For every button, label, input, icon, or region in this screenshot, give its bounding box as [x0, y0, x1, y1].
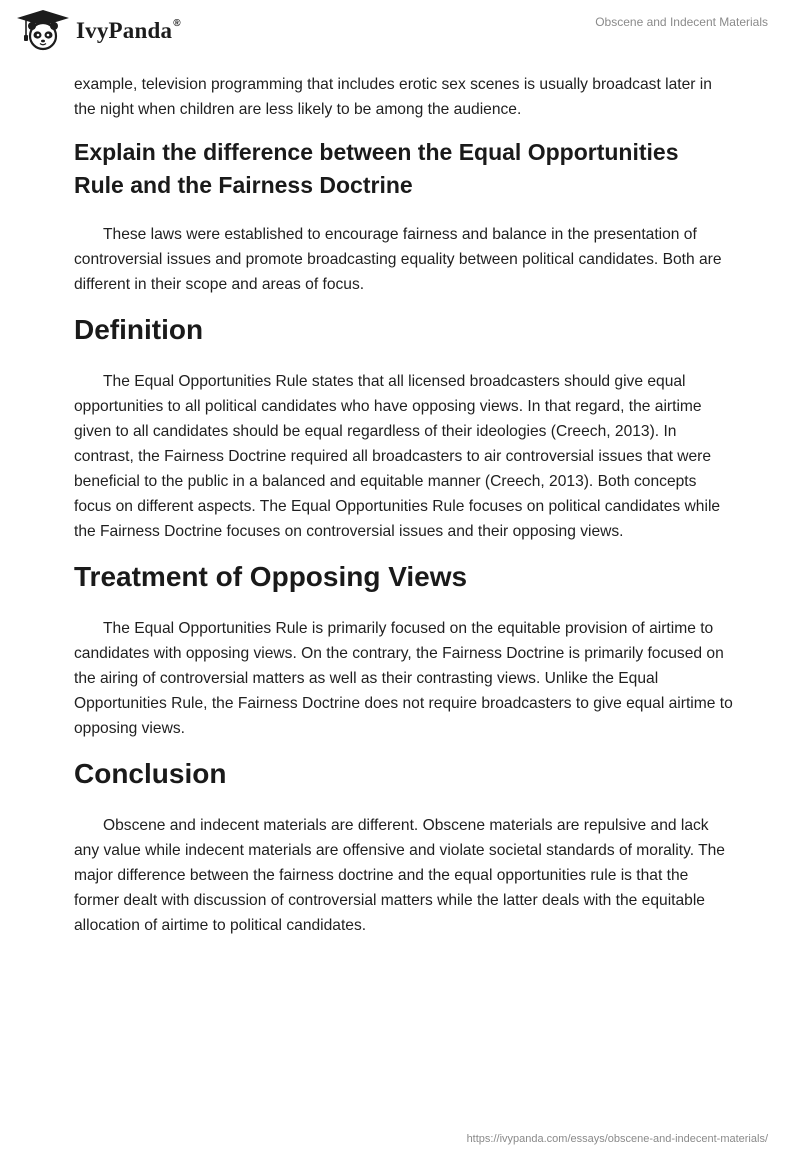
section-heading-definition: Definition	[74, 314, 204, 345]
ivypanda-logo[interactable]	[14, 8, 181, 52]
section-paragraph-definition: The Equal Opportunities Rule states that all licensed broadcasters should give equal opportunities to all political candidates who have opposing views. In that regard, the airtime given to all candidates should be equal regardless of their ideologies (Creech, 2013). In contrast, the Fairness Doctrine required all broadcasters to air controversial issues that were beneficial to the public in a balanced and equitable manner (Creech, 2013). Both concepts focus on different aspects. The Equal Opportunities Rule focuses on political candidates while the Fairness Doctrine focuses on controversial issues and their opposing views.	[74, 373, 721, 540]
intro-paragraph: example, television programming that includes erotic sex scenes is usually broadcast later in the night when children are less likely to be among the audience.	[74, 76, 712, 118]
source-url-link[interactable]: https://ivypanda.com/essays/obscene-and-indecent-materials/	[466, 1133, 768, 1145]
brand-name: IvyPanda®	[76, 18, 181, 43]
registered-mark: ®	[173, 18, 181, 30]
section-heading-conclusion: Conclusion	[74, 758, 227, 789]
section-paragraph-treatment: The Equal Opportunities Rule is primarily focused on the equitable provision of airtime to candidates with opposing views. On the contrary, the Fairness Doctrine is primarily focused on the airing of controversial matters as well as their contrasting views. Unlike the Equal Opportunities Rule, the Fairness Doctrine does not require broadcasters to give equal airtime to opposing views.	[74, 620, 733, 737]
section-heading-difference: Explain the difference between the Equal Opportunities Rule and the Fairness Doctrine	[74, 139, 679, 198]
page-header	[0, 0, 800, 70]
document-title: Obscene and Indecent Materials	[595, 15, 768, 29]
essay-body	[74, 72, 734, 938]
section-paragraph-conclusion: Obscene and indecent materials are different. Obscene materials are repulsive and lack any value while indecent materials are offensive and violate societal standards of morality. The major difference between the fairness doctrine and the equal opportunities rule is that the former dealt with discussion of controversial matters while the latter deals with the equitable allocation of airtime to political candidates.	[74, 817, 725, 934]
panda-graduate-icon	[14, 8, 72, 52]
section-heading-treatment: Treatment of Opposing Views	[74, 561, 468, 592]
section-paragraph-difference: These laws were established to encourage fairness and balance in the presentation of controversial issues and promote broadcasting equality between political candidates. Both are different in their scope and areas of focus.	[74, 226, 722, 293]
